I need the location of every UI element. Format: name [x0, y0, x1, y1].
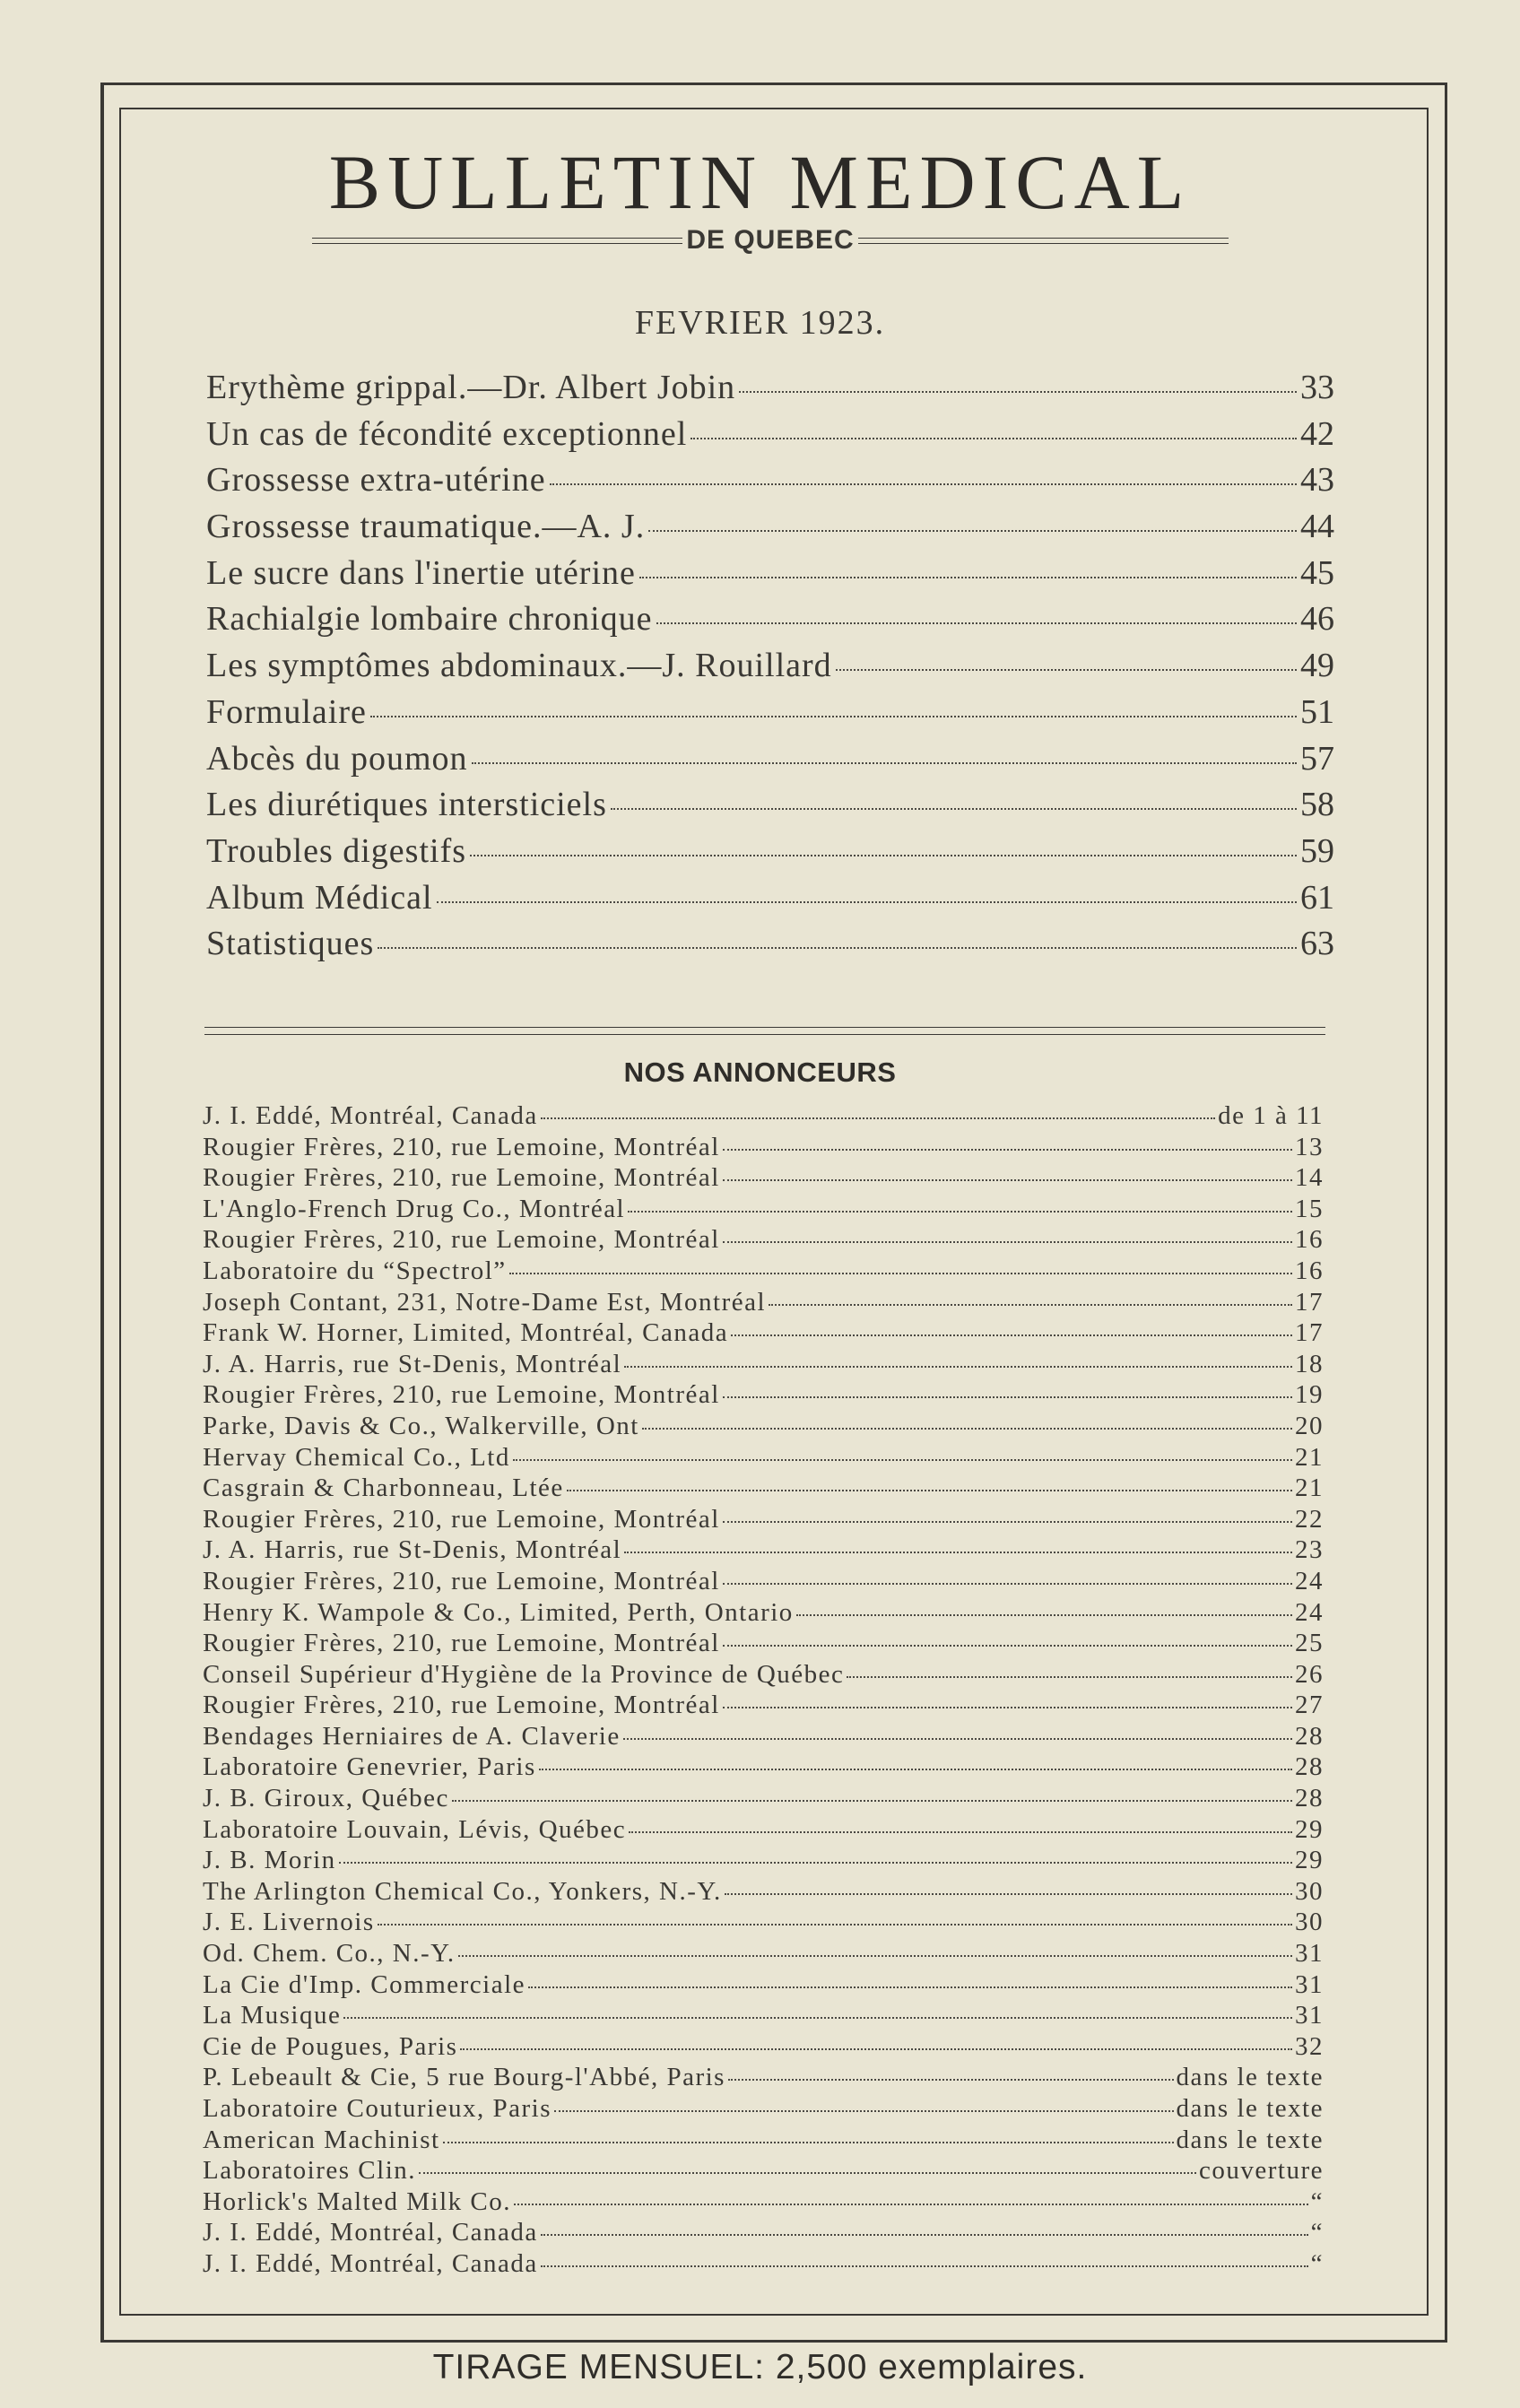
dot-leader — [642, 1428, 1292, 1430]
advertiser-name: P. Lebeault & Cie, 5 rue Bourg-l'Abbé, Paris — [203, 2063, 725, 2092]
advertiser-name: J. B. Morin — [203, 1846, 336, 1875]
advertiser-page: 26 — [1295, 1659, 1324, 1689]
dot-leader — [731, 1334, 1292, 1336]
advertiser-name: The Arlington Chemical Co., Yonkers, N.-Y. — [203, 1876, 722, 1906]
dot-leader — [460, 2048, 1292, 2050]
toc-entry — [206, 739, 1334, 786]
advertiser-entry — [203, 1225, 1324, 1256]
toc-entry-page: 49 — [1300, 647, 1334, 685]
toc-entry — [206, 553, 1334, 600]
dot-leader — [452, 1800, 1292, 1802]
advertiser-entry — [203, 1505, 1324, 1536]
toc-entry-title: Rachialgie lombaire chronique — [206, 600, 653, 639]
advertiser-entry — [203, 1195, 1324, 1226]
toc-entry — [206, 507, 1334, 553]
dot-leader — [656, 622, 1298, 624]
advertiser-entry — [203, 1567, 1324, 1598]
advertiser-entry — [203, 2032, 1324, 2064]
dot-leader — [629, 1831, 1292, 1833]
toc-entry-page: 43 — [1300, 461, 1334, 500]
dot-leader — [836, 669, 1297, 671]
advertiser-page: 23 — [1295, 1535, 1324, 1565]
advertiser-name: Rougier Frères, 210, rue Lemoine, Montréal — [203, 1132, 720, 1161]
dot-leader — [624, 1366, 1292, 1368]
toc-entry-title: Le sucre dans l'inertie utérine — [206, 553, 636, 592]
advertiser-entry — [203, 2125, 1324, 2157]
advertiser-name: Casgrain & Charbonneau, Ltée — [203, 1473, 564, 1503]
advertiser-name: J. E. Livernois — [203, 1908, 375, 1937]
dot-leader — [528, 1986, 1292, 1988]
advertiser-page: 16 — [1295, 1256, 1324, 1285]
advertiser-name: Laboratoire Couturieux, Paris — [203, 2094, 552, 2123]
dot-leader — [370, 716, 1297, 717]
toc-entry — [206, 831, 1334, 878]
dot-leader — [723, 1149, 1292, 1151]
subtitle-rule-left — [312, 238, 682, 244]
advertiser-name: Frank W. Horner, Limited, Montréal, Canada — [203, 1318, 729, 1348]
dot-leader — [470, 855, 1297, 856]
toc-entry-title: Erythème grippal.—Dr. Albert Jobin — [206, 369, 736, 406]
advertiser-page: couverture — [1199, 2156, 1324, 2186]
advertiser-entry — [203, 2063, 1324, 2094]
advertiser-entry — [203, 1598, 1324, 1630]
advertiser-name: Laboratoire du “Spectrol” — [203, 1256, 507, 1285]
advertiser-page: 13 — [1295, 1132, 1324, 1161]
dot-leader — [419, 2172, 1196, 2174]
advertiser-entry — [203, 1752, 1324, 1784]
advertiser-name: Rougier Frères, 210, rue Lemoine, Montréal — [203, 1691, 720, 1720]
toc-entry-page: 45 — [1300, 553, 1334, 592]
dot-leader — [611, 808, 1297, 810]
toc-entry — [206, 692, 1334, 739]
advertiser-name: J. B. Giroux, Québec — [203, 1784, 449, 1813]
advertiser-name: J. A. Harris, rue St-Denis, Montréal — [203, 1535, 622, 1565]
advertiser-page: “ — [1310, 2248, 1324, 2278]
dot-leader — [514, 2204, 1308, 2205]
advertiser-name: American Machinist — [203, 2125, 440, 2154]
toc-entry-page: 63 — [1300, 925, 1334, 963]
advertiser-page: 31 — [1295, 1939, 1324, 1969]
dot-leader — [567, 1490, 1292, 1491]
toc-entry — [206, 414, 1334, 461]
advertiser-name: Laboratoire Genevrier, Paris — [203, 1752, 536, 1782]
dot-leader — [723, 1645, 1292, 1647]
advertiser-entry — [203, 1350, 1324, 1381]
toc-entry-title: Abcès du poumon — [206, 739, 468, 778]
toc-entry-page: 58 — [1300, 786, 1334, 824]
advertiser-name: Conseil Supérieur d'Hygiène de la Province de Québec — [203, 1659, 845, 1689]
toc-entry — [206, 878, 1334, 925]
advertiser-page: 28 — [1295, 1784, 1324, 1813]
advertiser-name: Cie de Pougues, Paris — [203, 2031, 458, 2061]
toc-entry-title: Formulaire — [206, 692, 367, 731]
advertiser-entry — [203, 1722, 1324, 1753]
advertiser-name: Laboratoire Louvain, Lévis, Québec — [203, 1814, 627, 1844]
advertiser-name: Rougier Frères, 210, rue Lemoine, Montréal — [203, 1163, 720, 1193]
advertiser-name: Od. Chem. Co., N.-Y. — [203, 1939, 456, 1969]
advertiser-entry — [203, 1443, 1324, 1474]
toc-entry — [206, 368, 1334, 414]
toc-entry-title: Les diurétiques intersticiels — [206, 786, 607, 824]
issue-date: FEVRIER 1923. — [634, 304, 886, 342]
circulation-footer: TIRAGE MENSUEL: 2,500 exemplaires. — [432, 2348, 1088, 2386]
advertiser-entry — [203, 1939, 1324, 1970]
dot-leader — [728, 2079, 1174, 2081]
advertiser-page: 29 — [1295, 1814, 1324, 1844]
journal-title: BULLETIN MEDICAL — [328, 139, 1192, 225]
advertiser-name: Rougier Frères, 210, rue Lemoine, Montréal — [203, 1566, 720, 1595]
toc-entry-page: 46 — [1300, 600, 1334, 639]
advertiser-entry — [203, 1629, 1324, 1660]
advertiser-name: J. I. Eddé, Montréal, Canada — [203, 2248, 538, 2278]
dot-leader — [339, 1862, 1292, 1864]
advertiser-page: “ — [1310, 2218, 1324, 2247]
advertiser-page: “ — [1310, 2186, 1324, 2216]
toc-entry-page: 44 — [1300, 508, 1334, 546]
dot-leader — [796, 1614, 1292, 1616]
advertiser-entry — [203, 1846, 1324, 1877]
toc-entry — [206, 785, 1334, 831]
advertiser-entry — [203, 1380, 1324, 1412]
dot-leader — [378, 947, 1297, 949]
advertiser-name: Rougier Frères, 210, rue Lemoine, Montréal — [203, 1225, 720, 1255]
toc-entry-page: 42 — [1300, 414, 1334, 453]
dot-leader — [847, 1676, 1292, 1678]
toc-entry-page: 57 — [1300, 739, 1334, 778]
toc-entry-title: Un cas de fécondité exceptionnel — [206, 414, 688, 453]
journal-subtitle: DE QUEBEC — [686, 225, 855, 255]
advertiser-entry — [203, 1815, 1324, 1847]
advertiser-entry — [203, 2156, 1324, 2187]
advertiser-name: Joseph Contant, 231, Notre-Dame Est, Montréal — [203, 1287, 767, 1317]
dot-leader — [443, 2142, 1174, 2143]
advertiser-entry — [203, 1877, 1324, 1908]
dot-leader — [472, 762, 1297, 764]
dot-leader — [739, 391, 1297, 393]
advertiser-name: Henry K. Wampole & Co., Limited, Perth, Ontario — [203, 1597, 794, 1627]
toc-entry — [206, 646, 1334, 692]
dot-leader — [769, 1304, 1292, 1306]
subtitle-rule-right — [858, 238, 1229, 244]
toc-entry — [206, 924, 1334, 970]
dot-leader — [723, 1241, 1292, 1243]
advertiser-page: 21 — [1295, 1473, 1324, 1503]
toc-entry-page: 33 — [1300, 369, 1334, 406]
advertiser-entry — [203, 1660, 1324, 1691]
advertiser-page: 31 — [1295, 2001, 1324, 2030]
advertiser-entry — [203, 1288, 1324, 1319]
advertiser-name: Bendages Herniaires de A. Claverie — [203, 1721, 621, 1751]
dot-leader — [723, 1179, 1292, 1181]
dot-leader — [541, 1117, 1215, 1119]
toc-entry-page: 61 — [1300, 878, 1334, 917]
dot-leader — [623, 1738, 1292, 1740]
dot-leader — [648, 530, 1297, 532]
advertiser-name: J. A. Harris, rue St-Denis, Montréal — [203, 1349, 622, 1378]
advertiser-page: 17 — [1295, 1318, 1324, 1348]
advertiser-page: dans le texte — [1176, 2063, 1324, 2092]
dot-leader — [541, 2265, 1308, 2267]
dot-leader — [554, 2110, 1174, 2112]
toc-entry-title: Album Médical — [206, 878, 433, 917]
advertiser-name: Laboratoires Clin. — [203, 2156, 417, 2186]
advertiser-page: 32 — [1295, 2031, 1324, 2061]
table-of-contents — [206, 368, 1334, 970]
advertiser-entry — [203, 1473, 1324, 1505]
advertiser-entry — [203, 1256, 1324, 1288]
advertiser-page: 20 — [1295, 1411, 1324, 1440]
advertiser-page: 16 — [1295, 1225, 1324, 1255]
advertiser-page: de 1 à 11 — [1218, 1101, 1324, 1130]
advertiser-name: J. I. Eddé, Montréal, Canada — [203, 2218, 538, 2247]
advertiser-name: J. I. Eddé, Montréal, Canada — [203, 1101, 538, 1130]
dot-leader — [624, 1552, 1292, 1553]
advertiser-page: 25 — [1295, 1629, 1324, 1658]
advertiser-name: L'Anglo-French Drug Co., Montréal — [203, 1194, 626, 1223]
dot-leader — [723, 1396, 1292, 1398]
toc-entry-title: Grossesse extra-utérine — [206, 461, 546, 500]
advertisers-list — [203, 1101, 1324, 2281]
advertiser-name: La Cie d'Imp. Commerciale — [203, 1969, 526, 1999]
advertiser-entry — [203, 1412, 1324, 1443]
advertiser-entry — [203, 1535, 1324, 1567]
section-separator — [204, 1027, 1325, 1035]
advertiser-entry — [203, 1101, 1324, 1133]
dot-leader — [691, 438, 1297, 439]
dot-leader — [539, 1769, 1292, 1770]
toc-entry-title: Grossesse traumatique.—A. J. — [206, 508, 646, 546]
advertiser-page: 14 — [1295, 1163, 1324, 1193]
advertiser-page: dans le texte — [1176, 2094, 1324, 2123]
dot-leader — [628, 1211, 1292, 1213]
advertisers-heading: NOS ANNONCEURS — [623, 1056, 897, 1088]
dot-leader — [509, 1273, 1292, 1274]
advertiser-entry — [203, 2094, 1324, 2125]
dot-leader — [378, 1924, 1292, 1926]
advertiser-entry — [203, 2218, 1324, 2249]
advertiser-name: La Musique — [203, 2001, 342, 2030]
toc-entry — [206, 460, 1334, 507]
toc-entry-page: 59 — [1300, 831, 1334, 870]
advertiser-page: 28 — [1295, 1752, 1324, 1782]
advertiser-name: Rougier Frères, 210, rue Lemoine, Montréal — [203, 1504, 720, 1534]
dot-leader — [723, 1707, 1292, 1708]
dot-leader — [437, 901, 1297, 903]
dot-leader — [541, 2234, 1308, 2236]
advertiser-entry — [203, 2187, 1324, 2219]
advertiser-page: 17 — [1295, 1287, 1324, 1317]
advertiser-page: 28 — [1295, 1721, 1324, 1751]
advertiser-entry — [203, 1784, 1324, 1815]
advertiser-name: Horlick's Malted Milk Co. — [203, 2186, 511, 2216]
dot-leader — [639, 577, 1297, 578]
dot-leader — [343, 2017, 1292, 2019]
toc-entry — [206, 599, 1334, 646]
advertiser-name: Hervay Chemical Co., Ltd — [203, 1442, 510, 1472]
advertiser-entry — [203, 1970, 1324, 2002]
advertiser-entry — [203, 1318, 1324, 1350]
toc-entry-title: Troubles digestifs — [206, 831, 467, 870]
advertiser-page: 29 — [1295, 1846, 1324, 1875]
advertiser-entry — [203, 1133, 1324, 1164]
advertiser-page: 18 — [1295, 1349, 1324, 1378]
dot-leader — [723, 1521, 1292, 1523]
dot-leader — [723, 1583, 1292, 1585]
dot-leader — [513, 1459, 1292, 1461]
advertiser-page: dans le texte — [1176, 2125, 1324, 2154]
advertiser-entry — [203, 2249, 1324, 2281]
advertiser-page: 22 — [1295, 1504, 1324, 1534]
advertiser-entry — [203, 1691, 1324, 1722]
advertiser-entry — [203, 1163, 1324, 1195]
advertiser-page: 31 — [1295, 1969, 1324, 1999]
advertiser-page: 27 — [1295, 1691, 1324, 1720]
advertiser-name: Parke, Davis & Co., Walkerville, Ont — [203, 1411, 639, 1440]
advertiser-page: 30 — [1295, 1908, 1324, 1937]
advertiser-page: 30 — [1295, 1876, 1324, 1906]
advertiser-entry — [203, 2001, 1324, 2032]
toc-entry-title: Statistiques — [206, 925, 375, 963]
toc-entry-title: Les symptômes abdominaux.—J. Rouillard — [206, 647, 832, 685]
dot-leader — [725, 1893, 1292, 1895]
dot-leader — [550, 483, 1297, 485]
journal-subtitle-row — [312, 224, 1229, 256]
advertiser-entry — [203, 1908, 1324, 1939]
advertiser-page: 15 — [1295, 1194, 1324, 1223]
advertiser-name: Rougier Frères, 210, rue Lemoine, Montréal — [203, 1380, 720, 1410]
advertiser-page: 21 — [1295, 1442, 1324, 1472]
advertiser-page: 24 — [1295, 1597, 1324, 1627]
toc-entry-page: 51 — [1300, 692, 1334, 731]
advertiser-page: 24 — [1295, 1566, 1324, 1595]
dot-leader — [458, 1955, 1292, 1957]
advertiser-page: 19 — [1295, 1380, 1324, 1410]
advertiser-name: Rougier Frères, 210, rue Lemoine, Montréal — [203, 1629, 720, 1658]
